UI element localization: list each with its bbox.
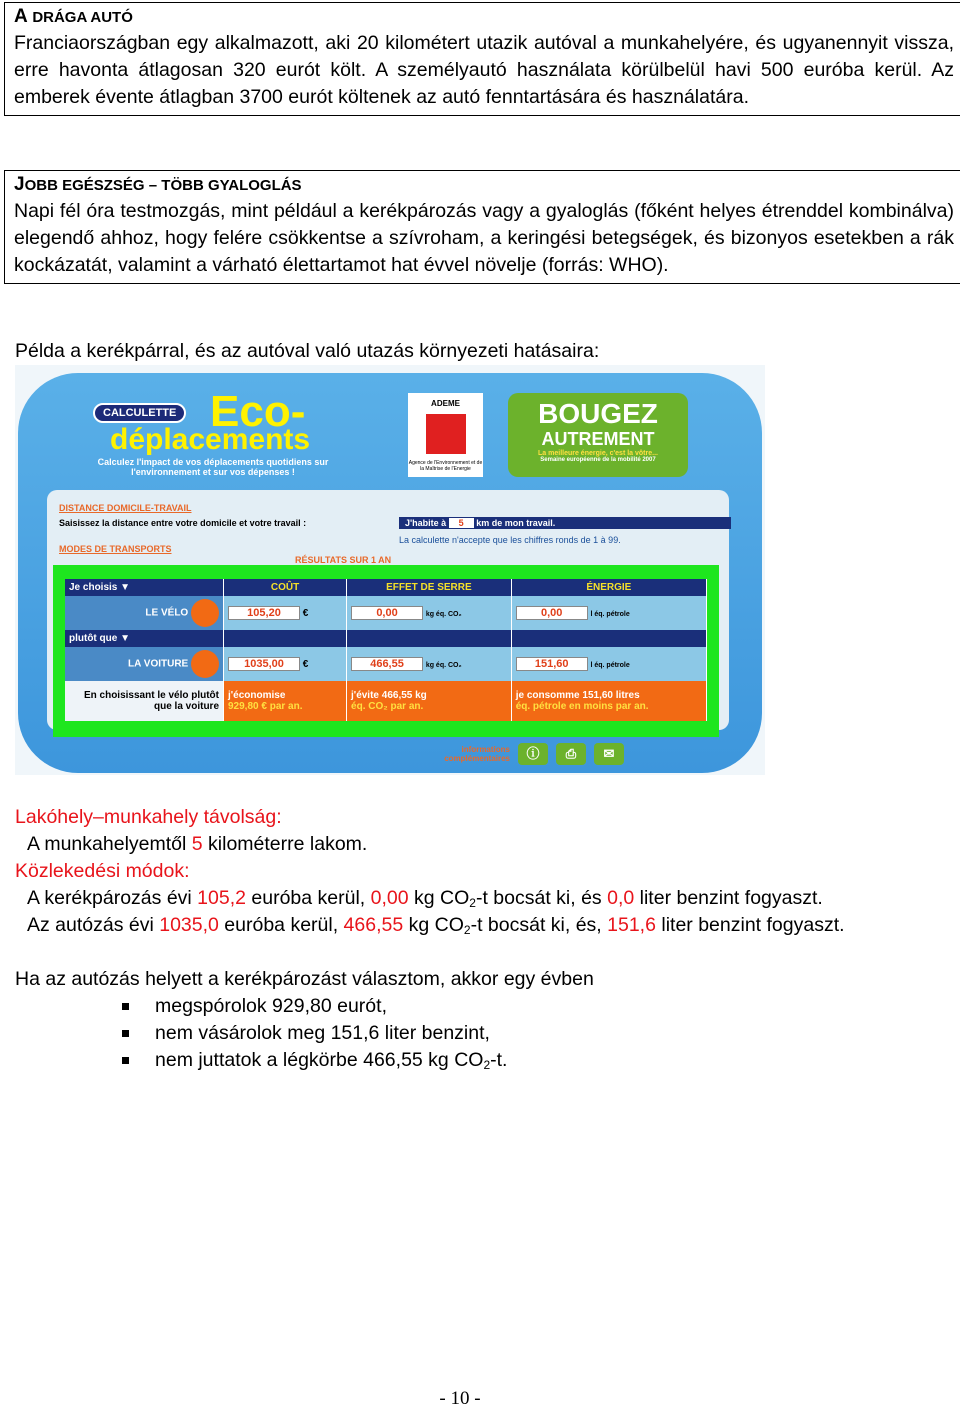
distance-label: Lakóhely–munkahely távolság:	[15, 806, 282, 828]
footer-buttons: informations complémentaires ⓘ ⎙ ✉	[415, 743, 624, 765]
print-icon[interactable]: ⎙	[556, 743, 586, 765]
mode2-select[interactable]: plutôt que	[69, 633, 118, 644]
bike-text: A kerékpározás évi 105,2 euróba kerül, 0,00 kg $CO_2-t$ bocsát ki, és 0,0 liter benzint fogyaszt.	[27, 887, 823, 910]
calculette-badge: CALCULETTE	[93, 403, 186, 423]
modes-label: Közlekedési módok:	[15, 860, 190, 882]
mode1-select[interactable]: Je choisis	[69, 582, 118, 593]
distance-note: La calculette n'accepte que les chiffres ronds de 1 à 99.	[399, 535, 621, 545]
info-icon[interactable]: ⓘ	[518, 743, 548, 765]
conclusion-text: Ha az autózás helyett a kerékpározást választom, akkor egy évben	[15, 968, 594, 990]
mail-icon[interactable]: ✉	[594, 743, 624, 765]
car-icon	[191, 650, 219, 678]
calc-subtitle: Calculez l'impact de vos déplacements quotidiens sur l'environnement et sur vos dépenses !	[97, 457, 329, 477]
savings-list	[15, 993, 945, 1074]
page-number: - 10 -	[439, 1388, 481, 1409]
deplacements-logo: déplacements	[110, 423, 311, 456]
km-input[interactable]: 5	[449, 518, 474, 528]
intro-text: Példa a kerékpárral, és az autóval való utazás környezeti hatásaira:	[15, 340, 600, 362]
box-text: Franciaországban egy alkalmazott, aki 20 kilométert utazik autóval a munkahelyére, és ugyanennyit vissza, erre havonta átlagosan 320 eurót költ. A személyautó használata körülbelül havi 500 euróba kerül. Az emberek évente átlagban 3700 eurót költenek az autó fenntartására és használatára.	[14, 32, 954, 108]
distance-text: A munkahelyemtől 5 kilométerre lakom.	[27, 833, 368, 855]
list-item: megspórolok 929,80 eurót,	[125, 993, 945, 1020]
summary-section	[15, 804, 945, 1074]
info-box-health	[4, 170, 960, 284]
eco-logo: Eco-	[210, 387, 306, 436]
box-title: A DRÁGA AUTÓ	[14, 6, 133, 27]
box-text: Napi fél óra testmozgás, mint például a kerékpározás vagy a gyaloglás (főként helyes étrenddel kombinálva) elegendő ahhoz, hogy felére csökkentse a szívroham, a keringési betegségek, és bizonyos esetekben a rák kockázatát, valamint a várható élettartamot hat évvel növelje (forrás: WHO).	[14, 200, 954, 276]
bike-icon	[191, 599, 219, 627]
distance-row: J'habite à 5 km de mon travail.	[399, 517, 731, 529]
eco-calculator-screenshot	[15, 365, 765, 775]
results-table: Je choisis ▼ COÛT EFFET DE SERRE ÉNERGIE LE VÉLO 105,20 € 0,00 kg éq. CO₂ 0,00 l éq. pétrole plutôt que ▼ LA VOITURE 1035,00 € 466,55 kg éq. CO₂ 151,60 l éq. pétrole En choisissant le vélo plutôt que la voiture j'économise 929,80 € par an. j'évite 466,55 kg éq. CO₂ par an. je consomme 151,60 litres éq. pétrole en moins par an.	[65, 579, 707, 721]
ademe-logo: ADEME Agence de l'Environnement et de la Maîtrise de l'Energie	[408, 393, 483, 477]
distance-prompt: Saisissez la distance entre votre domicile et votre travail :	[59, 518, 307, 528]
list-item: nem vásárolok meg 151,6 liter benzint,	[125, 1020, 945, 1047]
distance-title: DISTANCE DOMICILE-TRAVAIL	[59, 503, 192, 513]
list-item: nem juttatok a légkörbe 466,55 kg $CO_2-t$.	[125, 1047, 945, 1074]
box-title: JOBB EGÉSZSÉG – TÖBB GYALOGLÁS	[14, 174, 302, 195]
modes-title: MODES DE TRANSPORTS	[59, 544, 172, 554]
results-title: RÉSULTATS SUR 1 AN	[295, 555, 392, 565]
bougez-logo: BOUGEZ AUTREMENT La meilleure énergie, c'est la vôtre... Semaine européenne de la mobilité 2007	[508, 393, 688, 477]
info-box-expensive-car	[4, 2, 960, 116]
car-text: Az autózás évi 1035,0 euróba kerül, 466,55 kg $CO_2-t$ bocsát ki, és, 151,6 liter benzint fogyaszt.	[27, 914, 845, 937]
